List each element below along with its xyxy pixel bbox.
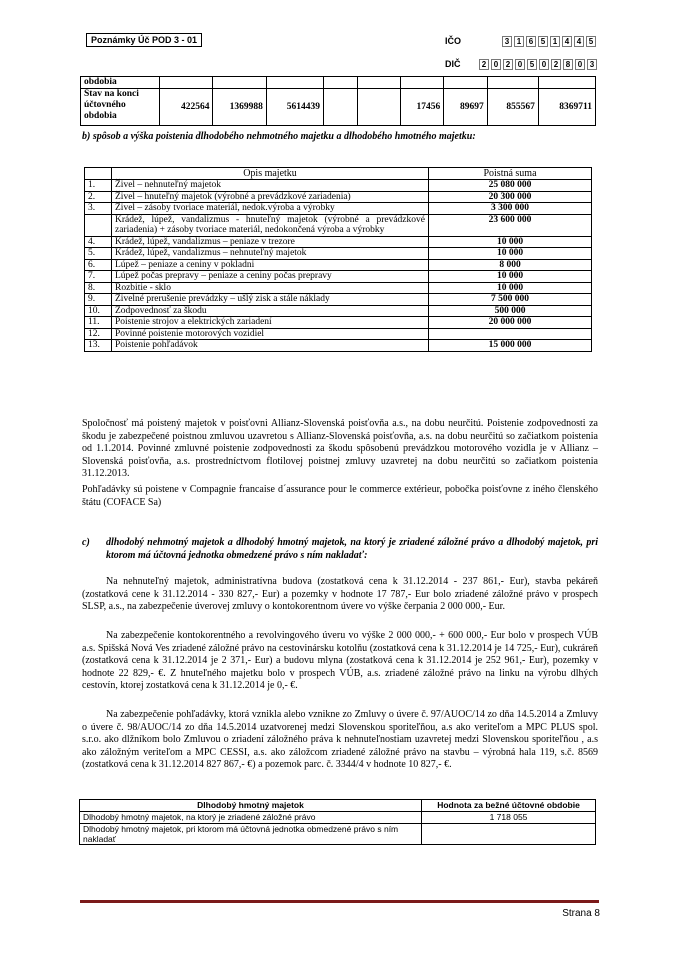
- table-row: [85, 282, 592, 294]
- digit-box: 2: [479, 59, 489, 70]
- table-row: [85, 305, 592, 317]
- cell-sum: 20 000 000: [429, 317, 592, 329]
- digit-box: 0: [575, 59, 585, 70]
- table-row: [85, 214, 592, 236]
- cell-desc: Poistenie strojov a elektrických zariadení: [112, 317, 429, 329]
- cell-label: Dlhodobý hmotný majetok, pri ktorom má účtovná jednotka obmedzené právo s ním nakladať: [80, 824, 422, 845]
- digit-box: 5: [527, 59, 537, 70]
- row-label: Stav na konci účtovného obdobia: [81, 89, 160, 126]
- cell-sum: 8 000: [429, 259, 592, 271]
- cell-desc: Poistenie pohľadávok: [112, 340, 429, 352]
- insurance-paragraph: Spoločnosť má poistený majetok v poisťovni Allianz-Slovenská poisťovňa a.s., na dobu neurčitú. Poistenie zodpovednosti za škodu je zabezpečené poistnou zmluvou uzavretou s Allianz-Slovenská poisťovňa, a.s. na dobu neurčitú so začiatkom poistenia od 1.1.2014. Povinné zmluvné poistenie zodpovednosti za škodu spôsobenú prevádzkou motorového vozidla je v Allianz – Slovenská poisťovňa, a.s. prostredníctvom flotilovej poistnej zmluvy uzavretej na dobu neurčitú so začiatkom poistenia 31.12.2013.: [82, 418, 598, 479]
- table-row: [85, 294, 592, 306]
- digit-box: 5: [586, 36, 596, 47]
- col-value: Hodnota za bežné účtovné obdobie: [422, 800, 596, 812]
- cell-no: 10.: [85, 305, 112, 317]
- dic-label: DIČ: [445, 59, 461, 69]
- cell-sum: 10 000: [429, 236, 592, 248]
- table-header: [80, 800, 596, 812]
- receivables-paragraph: Pohľadávky sú poistene v Compagnie francaise d´assurance pour le commerce extérieur, pobočka poisťovne z iného členského štátu (COFACE Sa): [82, 484, 598, 508]
- digit-box: 4: [574, 36, 584, 47]
- section-c-heading: dlhodobý nehmotný majetok a dlhodobý hmotný majetok, na ktorý je zriadené záložné právo a dlhodobý majetok, pri ktorom má účtovná jednotka obmedzené právo s ním nakladať:: [106, 537, 598, 561]
- cell-value: [357, 89, 400, 126]
- digit-box: 4: [562, 36, 572, 47]
- cell-desc: Živel – zásoby tvoriace materiál, nedok.výroba a výrobky: [112, 203, 429, 215]
- cell-desc: Zodpovednosť za škodu: [112, 305, 429, 317]
- digit-box: 2: [551, 59, 561, 70]
- digit-box: 3: [587, 59, 597, 70]
- cell-no: 2.: [85, 191, 112, 203]
- cell-sum: 15 000 000: [429, 340, 592, 352]
- cell-no: 13.: [85, 340, 112, 352]
- cell-no: 3.: [85, 203, 112, 215]
- cell-sum: 10 000: [429, 271, 592, 283]
- cell-desc: Živel – hnuteľný majetok (výrobné a prevádzkové zariadenia): [112, 191, 429, 203]
- col-sum: Poistná suma: [429, 168, 592, 180]
- page-number: Strana 8: [562, 908, 600, 919]
- cell-value: 8369711: [538, 89, 595, 126]
- pledge-table: [79, 799, 596, 845]
- dic-digits: [479, 59, 599, 70]
- table-row: [81, 77, 596, 89]
- digit-box: 1: [514, 36, 524, 47]
- cell-no: 4.: [85, 236, 112, 248]
- cell-sum: 500 000: [429, 305, 592, 317]
- col-desc: Opis majetku: [112, 168, 429, 180]
- table-row: [85, 259, 592, 271]
- table-row: [85, 191, 592, 203]
- cell-value: 855567: [487, 89, 538, 126]
- table-row: [80, 824, 596, 845]
- cell-value: [422, 824, 596, 845]
- section-c-prefix: c): [82, 537, 90, 548]
- cell-sum: 7 500 000: [429, 294, 592, 306]
- cell-sum: 23 600 000: [429, 214, 592, 236]
- cell-no: 9.: [85, 294, 112, 306]
- row-label: obdobia: [81, 77, 160, 89]
- cell-no: 1.: [85, 180, 112, 192]
- pledge-paragraph-2: Na zabezpečenie kontokorentného a revolvingového úveru vo výške 2 000 000,- + 600 000,- Eur bolo v prospech VÚB a.s. Spišská Nová Ves zriadené záložné právo na cestovinársku kotolňu (zostatková cena k 31.12.2014 je 14 725,- Eur), cukráreň (zostatková cena k 31.12.2014 je 2 371,- Eur) a budovu mlyna (zostatková cena k 31.12.2014 je 252 961,- Eur), pozemky v hodnote 22 829,- €. Z hnuteľného majetku bolo v prospech VÚB, a.s. zriadené záložné právo na linku na výrobu dlhých cestovín, ktorej zostatková cena k 31.12.2014 je 0,- €.: [82, 630, 598, 691]
- cell-no: 7.: [85, 271, 112, 283]
- digit-box: 1: [550, 36, 560, 47]
- cell-value: 5614439: [266, 89, 323, 126]
- pledge-paragraph-1: Na nehnuteľný majetok, administratívna budova (zostatková cena k 31.12.2014 - 237 861,- Eur), stavba pekáreň (zostatková cene k 31.12.2014 - 330 827,- Eur) a pozemky v hodnote 17 787,- Eur bolo zriadené záložné právo v prospech SLSP, a.s., na zabezpečenie úverovej zmluvy o kontokorentnom úvere vo výške čerpania 2 000 000,- Eur.: [82, 576, 598, 612]
- col-asset: Dlhodobý hmotný majetok: [80, 800, 422, 812]
- cell-no: 5.: [85, 248, 112, 260]
- table-row: [85, 317, 592, 329]
- cell-label: Dlhodobý hmotný majetok, na ktorý je zriadené záložné právo: [80, 812, 422, 824]
- table-row: [85, 236, 592, 248]
- digit-box: 0: [539, 59, 549, 70]
- cell-desc: Živelné prerušenie prevádzky – ušlý zisk a stále náklady: [112, 294, 429, 306]
- digit-box: 0: [491, 59, 501, 70]
- footer-line: [80, 900, 599, 903]
- insurance-table: [84, 167, 592, 352]
- cell-value: 17456: [400, 89, 444, 126]
- cell-desc: Krádež, lúpež, vandalizmus – nehnuteľný majetok: [112, 248, 429, 260]
- cell-desc: Lúpež – peniaze a ceniny v pokladni: [112, 259, 429, 271]
- cell-desc: Rozbitie - sklo: [112, 282, 429, 294]
- cell-no: 6.: [85, 259, 112, 271]
- top-table: [80, 76, 596, 126]
- cell-value: 422564: [160, 89, 213, 126]
- cell-value: [323, 89, 357, 126]
- table-row: [85, 248, 592, 260]
- table-row: [85, 340, 592, 352]
- cell-sum: 10 000: [429, 248, 592, 260]
- ico-label: IČO: [445, 36, 462, 46]
- table-row: [85, 203, 592, 215]
- digit-box: 0: [515, 59, 525, 70]
- table-row: [80, 812, 596, 824]
- cell-desc: Krádež, lúpež, vandalizmus – peniaze v trezore: [112, 236, 429, 248]
- cell-value: 1 718 055: [422, 812, 596, 824]
- cell-value: 89697: [444, 89, 488, 126]
- cell-no: [85, 214, 112, 236]
- table-row: [85, 180, 592, 192]
- table-row: [85, 328, 592, 340]
- digit-box: 8: [563, 59, 573, 70]
- ico-digits: [502, 36, 598, 47]
- cell-desc: Krádež, lúpež, vandalizmus - hnuteľný majetok (výrobné a prevádzkové zariadenia) + zásoby tvoriace materiál, nedokončená výroba a výrobky: [112, 214, 429, 236]
- form-label: Poznámky Úč POD 3 - 01: [86, 33, 202, 47]
- cell-sum: 3 300 000: [429, 203, 592, 215]
- digit-box: 6: [526, 36, 536, 47]
- cell-sum: 10 000: [429, 282, 592, 294]
- cell-no: 12.: [85, 328, 112, 340]
- cell-desc: Lúpež počas prepravy – peniaze a ceniny počas prepravy: [112, 271, 429, 283]
- digit-box: 5: [538, 36, 548, 47]
- cell-sum: 25 080 000: [429, 180, 592, 192]
- table-row: [85, 271, 592, 283]
- digit-box: 2: [503, 59, 513, 70]
- digit-box: 3: [502, 36, 512, 47]
- cell-no: 8.: [85, 282, 112, 294]
- cell-value: 1369988: [213, 89, 266, 126]
- table-row: [81, 89, 596, 126]
- section-b-heading: b) spôsob a výška poistenia dlhodobého nehmotného majetku a dlhodobého hmotného majetku:: [82, 131, 476, 142]
- cell-no: 11.: [85, 317, 112, 329]
- cell-desc: Živel – nehnuteľný majetok: [112, 180, 429, 192]
- cell-sum: [429, 328, 592, 340]
- pledge-paragraph-3: Na zabezpečenie pohľadávky, ktorá vznikla alebo vznikne zo Zmluvy o úvere č. 97/AUOC/14 zo dňa 14.5.2014 a Zmluvy o úvere č. 98/AUOC/14 zo dňa 14.5.2014 uzatvorenej medzi Slovenskou sporiteľňou, a.s ako veriteľom a MPC PLUS spol. s.r.o. ako dlžníkom bolo Zmluvou o zriadení záložného práva k nehnuteľnostiam uzavretej medzi Slovenskou sporiteľňou , a.s ako záložným veriteľom a MPC CESSI, a.s. ako záložcom zriadené záložné právo na stavbu – výrobná hala 119, s.č. 8569 (zostatková cena k 31.12.2014 827 867,- €) a pozemok parc. č. 3344/4 v hodnote 10 827,- €.: [82, 709, 598, 770]
- cell-desc: Povinné poistenie motorových vozidiel: [112, 328, 429, 340]
- table-header: [85, 168, 592, 180]
- cell-sum: 20 300 000: [429, 191, 592, 203]
